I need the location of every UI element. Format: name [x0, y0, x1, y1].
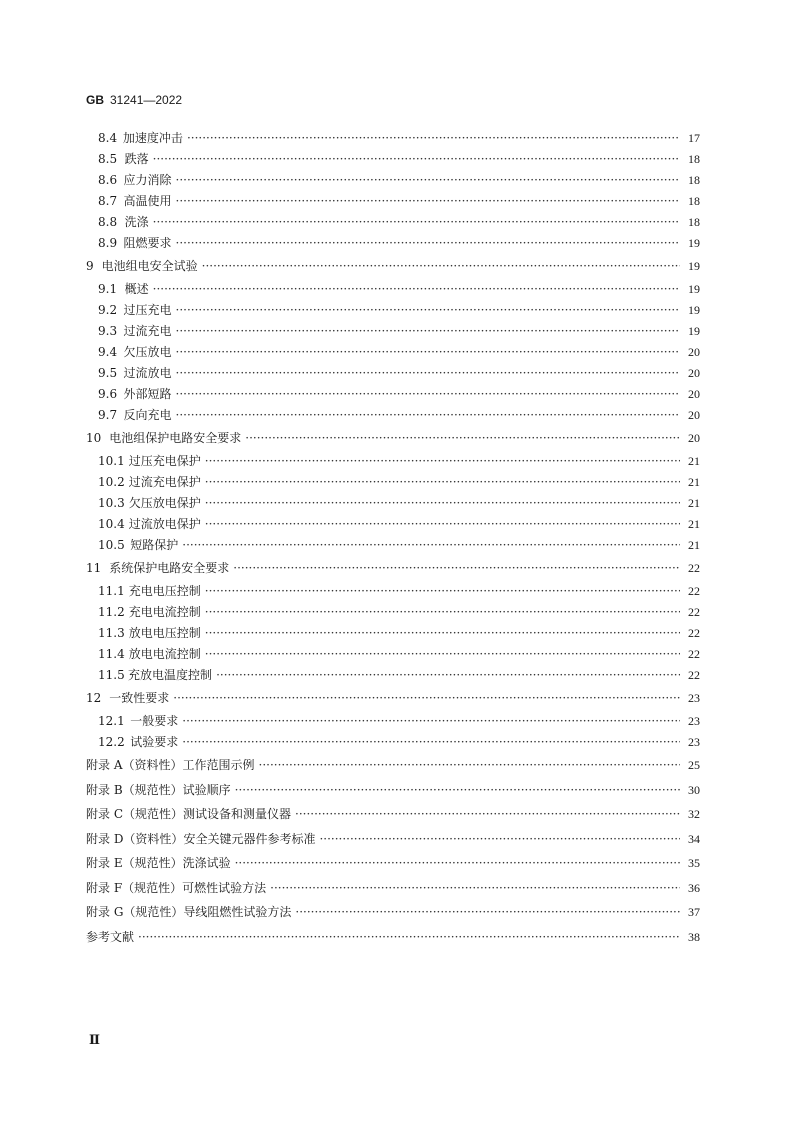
toc-entry-page: 22	[688, 605, 700, 619]
toc-entry[interactable]	[86, 514, 700, 535]
toc-entry-number: 10.3	[98, 496, 125, 510]
toc-entry[interactable]	[86, 802, 700, 827]
dot-leader	[259, 753, 681, 778]
toc-entry-page: 22	[688, 626, 700, 640]
dot-leader	[205, 644, 680, 665]
toc-entry-title: 跌落	[124, 152, 149, 166]
toc-entry-page: 19	[688, 303, 700, 317]
toc-entry-title: 放电电流控制	[128, 647, 201, 661]
toc-entry-page: 21	[688, 538, 700, 552]
toc-entry[interactable]	[86, 363, 700, 384]
toc-entry-page: 20	[688, 345, 700, 359]
dot-leader	[176, 233, 680, 254]
toc-entry-title: 过流充电	[123, 324, 172, 338]
toc-entry[interactable]	[86, 149, 700, 170]
toc-entry-number: 11	[86, 561, 102, 575]
toc-entry-page: 18	[688, 152, 700, 166]
toc-entry[interactable]	[86, 732, 700, 753]
toc-entry-page: 36	[688, 880, 700, 895]
dot-leader	[176, 170, 680, 191]
toc-entry-page: 21	[688, 496, 700, 510]
toc-entry[interactable]	[86, 233, 700, 254]
toc-entry-number: 9	[86, 259, 94, 273]
dot-leader	[233, 558, 680, 579]
table-of-contents	[86, 128, 700, 949]
toc-entry-page: 37	[688, 905, 700, 919]
toc-entry-title: 导线阻燃性试验方法	[183, 905, 292, 919]
toc-entry-number: 9.7	[98, 408, 118, 422]
toc-entry-page: 23	[688, 691, 700, 705]
toc-entry-page: 32	[688, 807, 700, 821]
dot-leader	[176, 321, 680, 342]
dot-leader	[205, 581, 680, 602]
toc-entry-page: 20	[688, 408, 700, 422]
toc-entry-title: 洗涤	[124, 215, 149, 229]
dot-leader	[176, 342, 680, 363]
toc-entry-title: 一般要求	[130, 714, 179, 728]
toc-entry[interactable]	[86, 321, 700, 342]
toc-entry-page: 20	[688, 387, 700, 401]
toc-entry-page: 20	[688, 366, 700, 380]
dot-leader	[295, 900, 680, 925]
toc-entry-number: 8.6	[98, 173, 118, 187]
toc-entry-title: 应力消除	[123, 173, 172, 187]
page-number-footer: Ⅱ	[89, 1033, 100, 1048]
toc-entry[interactable]	[86, 428, 700, 451]
toc-entry-title: 过压充电保护	[128, 454, 201, 468]
toc-entry-title: 过流放电	[123, 366, 172, 380]
toc-entry[interactable]	[86, 128, 700, 149]
toc-entry-title: 外部短路	[123, 387, 172, 401]
dot-leader	[176, 191, 680, 212]
toc-entry-title: 概述	[124, 282, 149, 296]
toc-entry-number: 9.1	[98, 282, 118, 296]
toc-entry-number: 9.2	[98, 303, 118, 317]
toc-entry[interactable]	[86, 342, 700, 363]
toc-entry-title: 过流充电保护	[128, 475, 201, 489]
toc-entry-title: 放电电压控制	[128, 626, 201, 640]
toc-entry-page: 23	[688, 714, 700, 728]
toc-entry-title: 高温使用	[123, 194, 172, 208]
toc-entry[interactable]	[86, 827, 700, 852]
toc-entry-number: 附录 E（规范性）	[86, 856, 183, 870]
dot-leader	[182, 732, 680, 753]
toc-entry-number: 12.2	[98, 735, 125, 749]
dot-leader	[205, 451, 680, 472]
toc-entry-title: 阻燃要求	[123, 236, 172, 250]
dot-leader	[205, 493, 680, 514]
toc-entry[interactable]	[86, 644, 700, 665]
dot-leader	[153, 279, 680, 300]
toc-entry[interactable]	[86, 558, 700, 581]
toc-entry[interactable]	[86, 602, 700, 623]
toc-entry-number: 9.5	[98, 366, 118, 380]
toc-entry[interactable]	[86, 300, 700, 321]
dot-leader	[205, 623, 680, 644]
toc-entry-number: 附录 B（规范性）	[86, 782, 183, 797]
toc-entry[interactable]	[86, 851, 700, 876]
toc-entry-page: 19	[688, 236, 700, 250]
toc-entry-title: 短路保护	[130, 538, 179, 552]
toc-entry-page: 20	[688, 431, 700, 445]
page-header	[86, 93, 182, 107]
toc-entry[interactable]	[86, 900, 700, 925]
toc-entry-page: 18	[688, 173, 700, 187]
toc-entry-title: 测试设备和测量仪器	[183, 807, 292, 821]
toc-entry[interactable]	[86, 170, 700, 191]
toc-entry-page: 22	[688, 584, 700, 598]
toc-entry-number: 附录 F（规范性）	[86, 880, 183, 895]
toc-entry-title: 充放电温度控制	[128, 668, 213, 682]
dot-leader	[176, 300, 680, 321]
toc-entry-number: 附录 G（规范性）	[86, 905, 184, 919]
toc-entry-title: 一致性要求	[109, 691, 170, 705]
dot-leader	[182, 535, 680, 556]
toc-entry-number: 10.4	[98, 517, 125, 531]
toc-entry-title: 欠压放电保护	[128, 496, 201, 510]
toc-entry-page: 22	[688, 647, 700, 661]
toc-entry-number: 附录 A（资料性）	[86, 758, 183, 772]
dot-leader	[182, 711, 680, 732]
toc-entry-title: 过压充电	[123, 303, 172, 317]
toc-entry[interactable]	[86, 384, 700, 405]
dot-leader	[205, 602, 680, 623]
toc-entry-title: 可燃性试验方法	[182, 880, 267, 895]
toc-entry-number: 11.2	[98, 605, 125, 619]
toc-entry[interactable]	[86, 405, 700, 426]
toc-entry[interactable]	[86, 876, 700, 901]
toc-entry-number: 附录 D（资料性）	[86, 831, 184, 846]
toc-entry-number: 9.4	[98, 345, 118, 359]
toc-entry-page: 21	[688, 475, 700, 489]
toc-entry-number: 8.9	[98, 236, 118, 250]
toc-entry-number: 附录 C（规范性）	[86, 807, 183, 821]
toc-entry[interactable]	[86, 778, 700, 803]
dot-leader	[153, 149, 680, 170]
toc-entry-number: 11.4	[98, 647, 125, 661]
dot-leader	[176, 384, 680, 405]
toc-entry-title: 系统保护电路安全要求	[109, 561, 230, 575]
dot-leader	[319, 827, 680, 852]
toc-entry-number: 11.5	[98, 668, 125, 682]
standard-prefix: GB	[86, 93, 104, 107]
toc-entry[interactable]	[86, 256, 700, 279]
toc-entry-page: 18	[688, 194, 700, 208]
dot-leader	[173, 688, 680, 709]
toc-entry-number: 8.8	[98, 215, 118, 229]
toc-entry-page: 35	[688, 856, 700, 870]
toc-entry-page: 22	[688, 668, 700, 682]
toc-entry[interactable]	[86, 623, 700, 644]
toc-entry[interactable]	[86, 665, 700, 686]
toc-entry-title: 电池组保护电路安全要求	[109, 431, 242, 445]
toc-entry[interactable]	[86, 212, 700, 233]
dot-leader	[205, 514, 680, 535]
dot-leader	[187, 128, 680, 149]
toc-entry[interactable]	[86, 688, 700, 711]
toc-entry[interactable]	[86, 535, 700, 556]
toc-entry[interactable]	[86, 191, 700, 212]
dot-leader	[216, 665, 680, 686]
toc-entry-title: 试验要求	[130, 735, 179, 749]
toc-entry-number: 10.2	[98, 475, 125, 489]
toc-entry-title: 反向充电	[123, 408, 172, 422]
toc-entry-number: 8.4	[98, 131, 118, 145]
toc-entry-page: 25	[688, 758, 700, 772]
toc-entry-number: 9.3	[98, 324, 118, 338]
toc-entry[interactable]	[86, 711, 700, 732]
toc-entry-title: 安全关键元器件参考标准	[183, 831, 316, 846]
toc-entry-title: 工作范围示例	[182, 758, 255, 772]
toc-entry-number: 10	[86, 431, 102, 445]
toc-entry-number: 8.5	[98, 152, 118, 166]
dot-leader	[235, 778, 680, 803]
toc-entry-title: 过流放电保护	[128, 517, 201, 531]
toc-entry-page: 34	[688, 831, 700, 846]
toc-entry-page: 22	[688, 561, 700, 575]
toc-entry-page: 19	[688, 259, 700, 273]
dot-leader	[295, 802, 680, 827]
toc-entry-page: 21	[688, 517, 700, 531]
toc-entry[interactable]	[86, 753, 700, 778]
standard-number: 31241—2022	[110, 93, 183, 107]
toc-entry-number: 12	[86, 691, 102, 705]
toc-entry-title: 洗涤试验	[182, 856, 231, 870]
dot-leader	[138, 925, 680, 950]
toc-entry-title: 参考文献	[86, 929, 135, 944]
dot-leader	[202, 256, 680, 277]
dot-leader	[205, 472, 680, 493]
dot-leader	[245, 428, 680, 449]
toc-entry-number: 9.6	[98, 387, 118, 401]
dot-leader	[176, 363, 680, 384]
toc-entry[interactable]	[86, 472, 700, 493]
dot-leader	[270, 876, 680, 901]
toc-entry-page: 23	[688, 735, 700, 749]
toc-entry-page: 17	[688, 131, 700, 145]
toc-entry-title: 试验顺序	[182, 782, 231, 797]
toc-entry[interactable]	[86, 581, 700, 602]
toc-entry-number: 11.1	[98, 584, 125, 598]
toc-entry-title: 加速度冲击	[122, 131, 183, 145]
toc-entry-number: 10.1	[98, 454, 125, 468]
dot-leader	[176, 405, 680, 426]
toc-entry-number: 10.5	[98, 538, 125, 552]
toc-entry[interactable]	[86, 451, 700, 472]
toc-entry-page: 21	[688, 454, 700, 468]
toc-entry-page: 19	[688, 282, 700, 296]
toc-entry[interactable]	[86, 493, 700, 514]
toc-entry-title: 欠压放电	[123, 345, 172, 359]
toc-entry-page: 38	[688, 929, 700, 944]
toc-entry-number: 11.3	[98, 626, 125, 640]
toc-entry-title: 充电电压控制	[128, 584, 201, 598]
toc-entry-page: 18	[688, 215, 700, 229]
toc-entry[interactable]	[86, 925, 700, 950]
toc-entry-number: 8.7	[98, 194, 118, 208]
toc-entry[interactable]	[86, 279, 700, 300]
dot-leader	[153, 212, 680, 233]
toc-entry-page: 30	[688, 782, 700, 797]
toc-entry-title: 充电电流控制	[128, 605, 201, 619]
toc-entry-page: 19	[688, 324, 700, 338]
toc-entry-title: 电池组电安全试验	[101, 259, 198, 273]
toc-entry-number: 12.1	[98, 714, 125, 728]
dot-leader	[235, 851, 680, 876]
